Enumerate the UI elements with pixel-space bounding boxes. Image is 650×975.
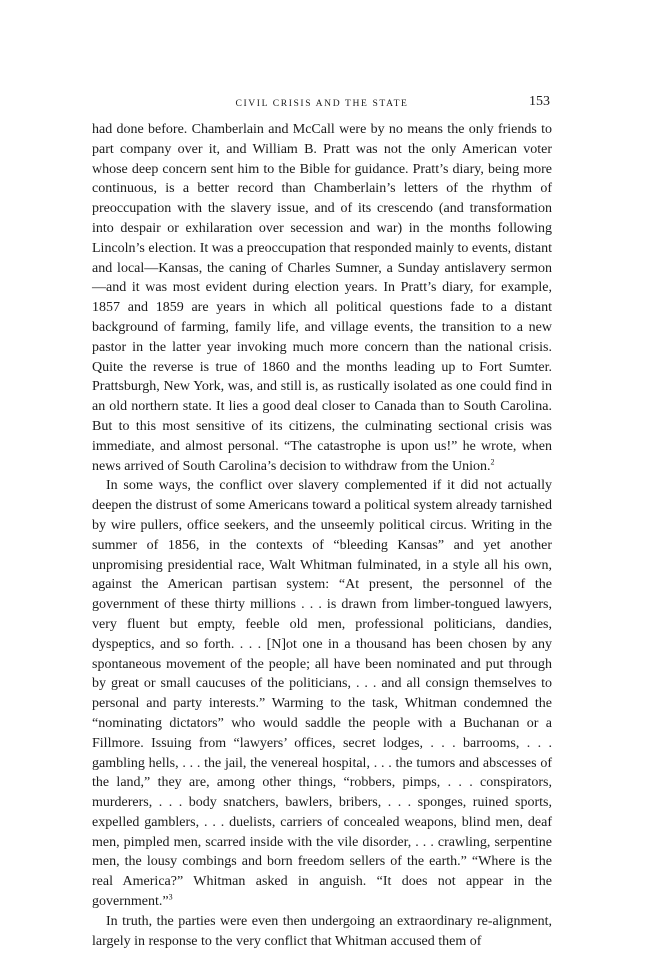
paragraph-3 [92, 912, 552, 952]
running-title: CIVIL CRISIS AND THE STATE [235, 98, 409, 109]
body-text [92, 120, 552, 951]
paragraph-1 [92, 120, 552, 476]
page-number: 153 [529, 94, 550, 109]
paragraph-text: In some ways, the conflict over slavery complemented if it did not actually deepen the distrust of some Americans toward a political system already tarnished by wire pullers, office seekers, and the unseemly political circus. Writing in the summer of 1856, in the contexts of “bleeding Kansas” and yet another unpromising presidential race, Walt Whitman fulminated, in a style all his own, against the American partisan system: “At present, the personnel of the government of these thirty millions . . . is drawn from limber-tongued lawyers, very fluent but empty, feeble old men, professional politicians, dandies, dyspeptics, and so forth. . . . [N]ot one in a thousand has been chosen by any spontaneous movement of the people; all have been nominated and put through by great or small caucuses of the politicians, . . . and all consign themselves to personal and party interests.” Warming to the task, Whitman condemned the “nominating dictators” who would saddle the people with a Buchanan or a Fillmore. Issuing from “lawyers’ offices, secret lodges, . . . barrooms, . . . gambling hells, . . . the jail, the venereal hospital, . . . the tumors and abscesses of the land,” they are, among other things, “robbers, pimps, . . . conspirators, murderers, . . . body snatchers, bawlers, bribers, . . . sponges, ruined sports, expelled gamblers, . . . duelists, carriers of concealed weapons, blind men, deaf men, pimpled men, scarred inside with the vile disorder, . . . crawling, serpentine men, the lousy combings and born freedom sellers of the earth.” “Where is the real America?” Whitman asked in anguish. “It does not appear in the government.” [92, 478, 552, 910]
running-head [92, 94, 552, 116]
footnote-reference[interactable]: 2 [490, 456, 495, 466]
paragraph-text: In truth, the parties were even then undergoing an extraordinary re-alignment, largely in response to the very conflict that Whitman accused them of [92, 913, 552, 949]
footnote-reference[interactable]: 3 [168, 892, 173, 902]
paragraph-text: had done before. Chamberlain and McCall were by no means the only friends to part company over it, and William B. Pratt was not the only American voter whose deep concern sent him to the Bible for guidance. Pratt’s diary, being more continuous, is a better record than Chamberlain’s letters of the rhythm of preoccupation with the slavery issue, and of its crescendo (and transformation into despair or exhilaration over secession and war) in the months following Lincoln’s election. It was a preoccupation that responded mainly to events, distant and local—Kansas, the caning of Charles Sumner, a Sunday antislavery sermon—and it was most evident during election years. In Pratt’s diary, for example, 1857 and 1859 are years in which all political questions fade to a distant background of farming, family life, and village events, the transition to a new pastor in the latter year invoking much more concern than the national crisis. Quite the reverse is true of 1860 and the months leading up to Fort Sumter. Prattsburgh, New York, was, and still is, as rustically isolated as one could find in an old northern state. It lies a good deal closer to Canada than to South Carolina. But to this most sensitive of its citizens, the culminating sectional crisis was immediate, and almost personal. “The catastrophe is upon us!” he wrote, when news arrived of South Carolina’s decision to withdraw from the Union. [92, 122, 552, 474]
paragraph-2 [92, 476, 552, 912]
book-page [92, 94, 552, 951]
